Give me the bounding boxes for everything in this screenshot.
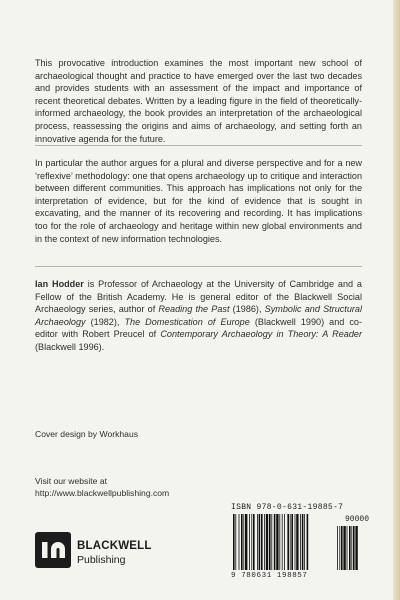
book-title: Reading the Past xyxy=(158,304,230,315)
barcode-bar xyxy=(302,514,304,570)
author-bio-text: (Blackwell 1990) and co-editor with Robert Preucel of xyxy=(35,316,362,340)
barcode-bar xyxy=(287,514,289,570)
barcode-bar xyxy=(257,514,258,570)
barcode-bar xyxy=(245,514,247,570)
barcode-bar xyxy=(274,514,276,570)
barcode-bar xyxy=(235,514,236,570)
barcode-bar xyxy=(253,514,255,570)
barcode-addon-bar xyxy=(341,526,343,570)
section-divider xyxy=(35,266,362,267)
spine-edge xyxy=(393,0,400,600)
author-bio-text: (1982), xyxy=(85,316,125,327)
barcode-addon-bar xyxy=(355,526,357,570)
cover-design-credit: Cover design by Workhaus xyxy=(35,429,139,439)
barcode-bar xyxy=(243,514,244,570)
author-bio xyxy=(35,278,362,354)
barcode-bar xyxy=(261,514,263,570)
book-title: The Domestication of Europe xyxy=(124,316,250,327)
barcode-bar xyxy=(239,514,240,570)
isbn-text: ISBN 978-0-631-19885-7 xyxy=(231,503,344,512)
barcode-bar xyxy=(295,514,296,570)
isbn-barcode xyxy=(231,503,371,583)
barcode-addon-bar xyxy=(337,526,338,570)
barcode-bar xyxy=(304,514,305,570)
barcode-addon-bar xyxy=(347,526,348,570)
barcode-bar xyxy=(279,514,280,570)
publisher-sub: Publishing xyxy=(77,554,126,566)
website-label: Visit our website at xyxy=(35,476,107,486)
author-name: Ian Hodder xyxy=(35,279,84,289)
barcode-addon-bar xyxy=(351,526,352,570)
barcode-bar xyxy=(276,514,278,570)
argument-paragraph: In particular the author argues for a plural and diverse perspective and for a new ‘reflexive’ methodology: one that opens archaeology up to critique and interaction between different communities. This approach has implications not only for the interpretation of evidence, but for the kind of evidence that is sought in excavating, and the manner of its recovering and recording. It has implications too for the role of archaeology and heritage within new global environments and in the context of new information technologies. xyxy=(35,158,362,244)
price-code: 90000 xyxy=(344,515,369,524)
barcode-bar xyxy=(296,514,298,570)
author-bio-text: (1986), xyxy=(229,304,265,315)
barcode-bar xyxy=(233,514,235,570)
barcode-bar xyxy=(282,514,283,570)
author-bio-text: is Professor of Archaeology at the University of Cambridge and a Fellow of the British Academy. He is general editor of the Blackwell Social Archaeology series, author of xyxy=(35,279,362,315)
barcode-bar xyxy=(241,514,243,570)
barcode-bar xyxy=(251,514,252,570)
barcode-bar xyxy=(307,514,309,570)
publisher-name: BLACKWELL xyxy=(77,540,152,552)
website-block xyxy=(35,475,169,499)
author-bio-text: (Blackwell 1996). xyxy=(35,341,105,352)
barcode-addon-bar xyxy=(343,526,345,570)
barcode-addon-bar xyxy=(349,526,351,570)
barcode-addon-bar xyxy=(339,526,340,570)
blackwell-logo-icon xyxy=(35,532,71,568)
barcode-bar xyxy=(291,514,293,570)
description-paragraph: This provocative introduction examines the most important new school of archaeological thought and practice to have emerged over the last two decades and provides students with an assessment of the impact and importance of recent theoretical debates. Written by a leading figure in the field of theoretically-informed archaeology, the book provides an interpretation of the archaeological process, reassessing the origins and aims of archaeology, and setting forth an innovative agenda for the future. xyxy=(35,58,362,144)
barcode-bar xyxy=(249,514,250,570)
barcode-bar xyxy=(269,514,271,570)
barcode-bar xyxy=(300,514,301,570)
book-title: Contemporary Archaeology in Theory: A Reader xyxy=(160,329,363,340)
website-url[interactable]: http://www.blackwellpublishing.com xyxy=(35,488,170,498)
barcode-bar xyxy=(259,514,261,570)
section-divider xyxy=(35,145,362,146)
barcode-bar xyxy=(290,514,291,570)
publisher-logo xyxy=(35,532,155,572)
barcode-bar xyxy=(266,514,268,570)
book-title: Symbolic and Structural Archaeology xyxy=(35,304,363,327)
barcode-addon-bar xyxy=(353,526,355,570)
barcode-bar xyxy=(284,514,285,570)
ean-digits: 9 780631 198857 xyxy=(231,572,308,580)
barcode-bar xyxy=(271,514,272,570)
barcode-bar xyxy=(264,514,265,570)
